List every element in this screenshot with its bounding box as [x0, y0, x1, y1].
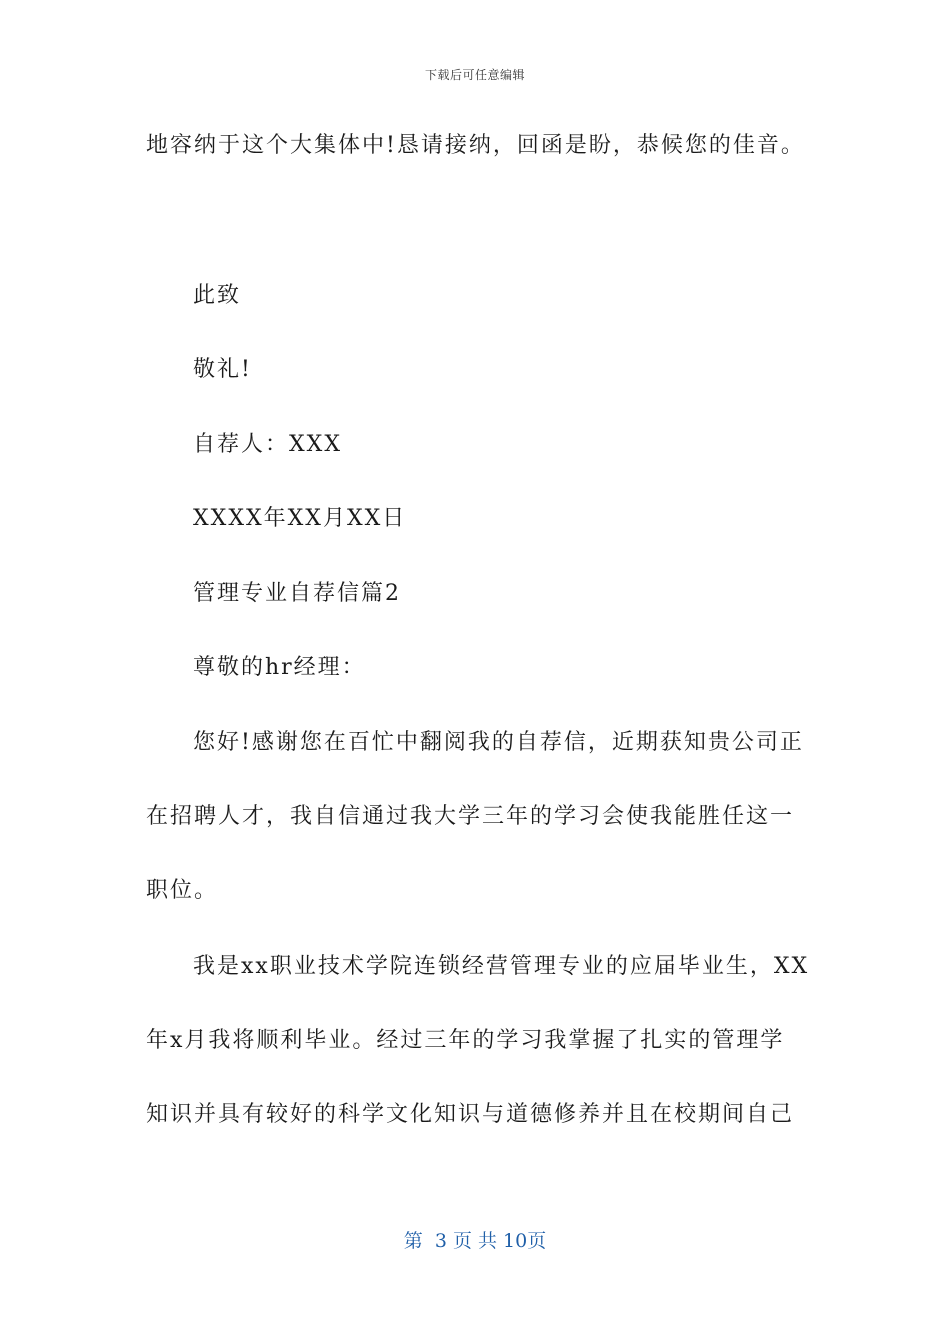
text-line: 知识并具有较好的科学文化知识与道德修养并且在校期间自己: [146, 1102, 795, 1127]
greeting: 尊敬的hr经理：: [193, 655, 366, 680]
text-line: 我是xx职业技术学院连锁经营管理专业的应届毕业生，XX: [193, 954, 810, 979]
closing-salutation: 此致: [193, 283, 242, 308]
closing-regards: 敬礼!: [193, 357, 252, 382]
date-line: XXXX年XX月XX日: [193, 506, 407, 531]
header-note: 下载后可任意编辑: [424, 68, 525, 82]
text-line: 在招聘人才，我自信通过我大学三年的学习会使我能胜任这一: [146, 804, 795, 829]
text-line: 地容纳于这个大集体中!恳请接纳，回函是盼，恭候您的佳音。: [146, 133, 805, 158]
page-number: 第 3 页 共 10页: [403, 1230, 547, 1252]
text-line: 您好!感谢您在百忙中翻阅我的自荐信，近期获知贵公司正: [193, 730, 804, 755]
section-title: 管理专业自荐信篇2: [193, 581, 401, 606]
text-line: 年x月我将顺利毕业。经过三年的学习我掌握了扎实的管理学: [146, 1028, 785, 1053]
text-line: 职位。: [146, 878, 219, 903]
signature: 自荐人：XXX: [193, 432, 342, 457]
